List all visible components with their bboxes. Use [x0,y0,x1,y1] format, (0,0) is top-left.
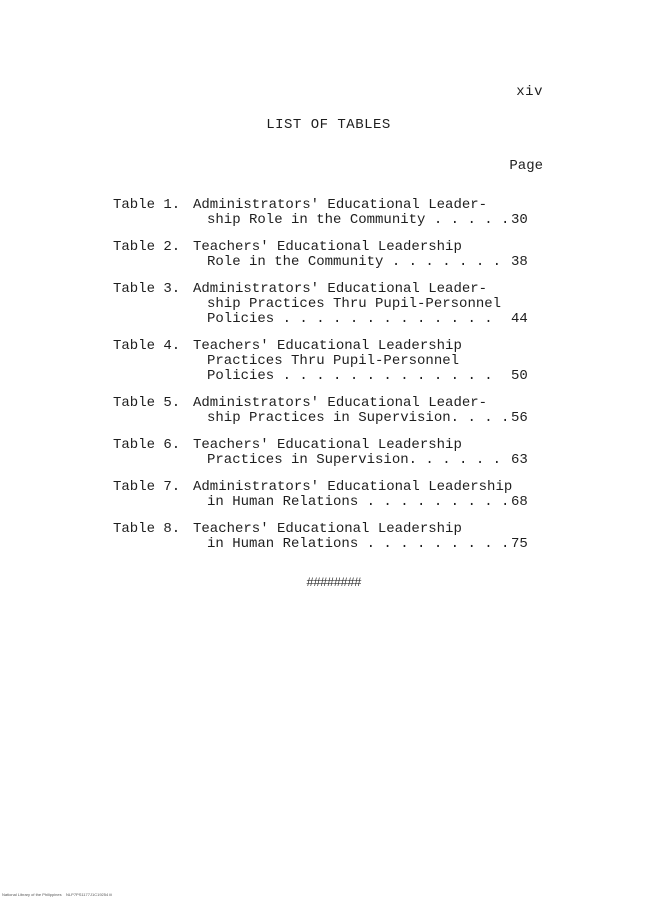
toc-entry-page-number: 75 [511,536,528,552]
table-of-contents [113,198,545,564]
toc-entry-label: Table 3. [113,281,181,297]
toc-entry-page-number: 63 [511,452,528,468]
toc-entry [113,522,545,552]
page-column-header: Page [509,158,543,174]
toc-entry-title [193,438,545,468]
toc-entry-page-number: 30 [511,212,528,228]
end-mark: ######## [306,575,361,590]
toc-entry-title-line: Administrators' Educational Leader- [193,197,488,213]
toc-entry-title [193,198,545,228]
toc-entry-title-line: Administrators' Educational Leadership [193,479,513,495]
toc-entry-label: Table 2. [113,239,181,255]
toc-entry-title [193,522,545,552]
toc-entry-title [193,396,545,426]
toc-entry [113,438,545,468]
toc-entry [113,396,545,426]
toc-entry [113,282,545,327]
toc-entry-label: Table 7. [113,479,181,495]
footer-source-note: National Library of the Philippines NLP7PS1177J1C19254 iii [2,892,112,897]
toc-entry-title-line: Teachers' Educational Leadership [193,521,462,537]
toc-entry-title-line: Teachers' Educational Leadership [193,338,462,354]
toc-entry-title-line: Teachers' Educational Leadership [193,437,462,453]
toc-entry-label: Table 8. [113,521,181,537]
toc-entry-page-number: 68 [511,494,528,510]
toc-entry-page-number: 44 [511,311,528,327]
toc-entry [113,480,545,510]
toc-entry-title-line: Practices Thru Pupil-Personnel [207,353,460,369]
toc-entry-title-line: Role in the Community . . . . . . . [207,254,502,270]
toc-entry-title-line: Teachers' Educational Leadership [193,239,462,255]
toc-entry-page-number: 56 [511,410,528,426]
toc-entry-title-line: Administrators' Educational Leader- [193,281,488,297]
toc-entry [113,339,545,384]
toc-entry-title-line: in Human Relations . . . . . . . . . [207,494,510,510]
toc-entry [113,240,545,270]
page-number: xiv [516,84,543,100]
toc-entry-title [193,480,545,510]
toc-entry-title [193,339,545,384]
toc-entry-title-line: in Human Relations . . . . . . . . . [207,536,510,552]
toc-entry [113,198,545,228]
toc-entry-title [193,282,545,327]
toc-entry-page-number: 50 [511,368,528,384]
toc-entry-title-line: Policies . . . . . . . . . . . . . [207,311,493,327]
toc-entry-title-line: Practices in Supervision. . . . . . [207,452,502,468]
toc-entry-label: Table 1. [113,197,181,213]
toc-entry-title-line: Administrators' Educational Leader- [193,395,488,411]
toc-entry-title [193,240,545,270]
toc-entry-label: Table 4. [113,338,181,354]
document-title: LIST OF TABLES [266,117,391,133]
toc-entry-title-line: ship Role in the Community . . . . . [207,212,510,228]
toc-entry-label: Table 6. [113,437,181,453]
toc-entry-page-number: 38 [511,254,528,270]
toc-entry-title-line: ship Practices Thru Pupil-Personnel [207,296,502,312]
toc-entry-label: Table 5. [113,395,181,411]
toc-entry-title-line: Policies . . . . . . . . . . . . . [207,368,493,384]
toc-entry-title-line: ship Practices in Supervision. . . . [207,410,510,426]
